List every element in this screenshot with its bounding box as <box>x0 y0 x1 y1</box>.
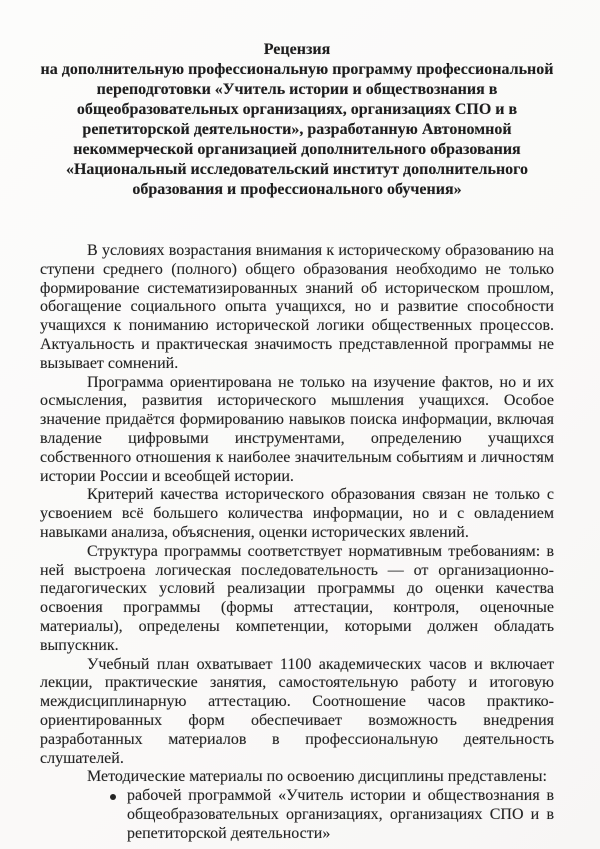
bullet-list <box>40 787 554 843</box>
list-item-text: рабочей программой «Учитель истории и обществознания в общеобразовательных организациях, организациях СПО и в репетиторской деятельности» <box>127 787 554 842</box>
document-header <box>40 40 554 200</box>
bullet-icon <box>110 794 116 800</box>
list-item <box>127 787 554 843</box>
document-title: Рецензия <box>263 41 331 58</box>
document-body <box>40 242 554 844</box>
paragraph-orientation: Программа ориентирована не только на изучение фактов, но и их осмысления, развития исторического мышления учащихся. Особое значение придаётся формированию навыков поиска информации, включая владение цифровыми инструментами, определению учащихся собственного отношения к наиболее значительным событиям и личностям истории России и всеобщей истории. <box>40 373 554 485</box>
paragraph-study-plan: Учебный план охватывает 1100 академических часов и включает лекции, практические занятия, самостоятельную работу и итоговую междисциплинарную аттестацию. Соотношение часов практико-ориентированных форм обеспечивает возможность внедрения разработанных материалов в профессиональную деятельность слушателей. <box>40 655 554 767</box>
list-intro: Методические материалы по освоению дисциплины представлены: <box>87 768 547 786</box>
paragraph-quality-criterion: Критерий качества исторического образования связан не только с усвоением всё большего количества информации, но и с овладением навыками анализа, объяснения, оценки исторических явлений. <box>40 486 554 541</box>
paragraph-structure: Структура программы соответствует нормативным требованиям: в ней выстроена логическая последовательность — от организационно-педагогических условий реализации программы до оценки качества освоения программы (формы аттестации, контроля, оценочные материалы), определены компетенции, которыми должен обладать выпускник. <box>40 542 554 654</box>
document-subtitle: на дополнительную профессиональную программу профессиональной переподготовки «Учитель истории и обществознания в общеобразовательных организациях, организациях СПО и в репетиторской деятельности», разработанную Автономной некоммерческой организацией дополнительного образования «Национальный исследовательский институт дополнительного образования и профессионального обучения» <box>40 61 554 198</box>
paragraph-relevance: В условиях возрастания внимания к историческому образованию на ступени среднего (полного) общего образования необходимо не только формирование систематизированных знаний об историческом прошлом, обогащение социального опыта учащихся, но и развитие способности учащихся к пониманию исторической логики общественных процессов. Актуальность и практическая значимость представленной программы не вызывает сомнений. <box>40 242 554 372</box>
